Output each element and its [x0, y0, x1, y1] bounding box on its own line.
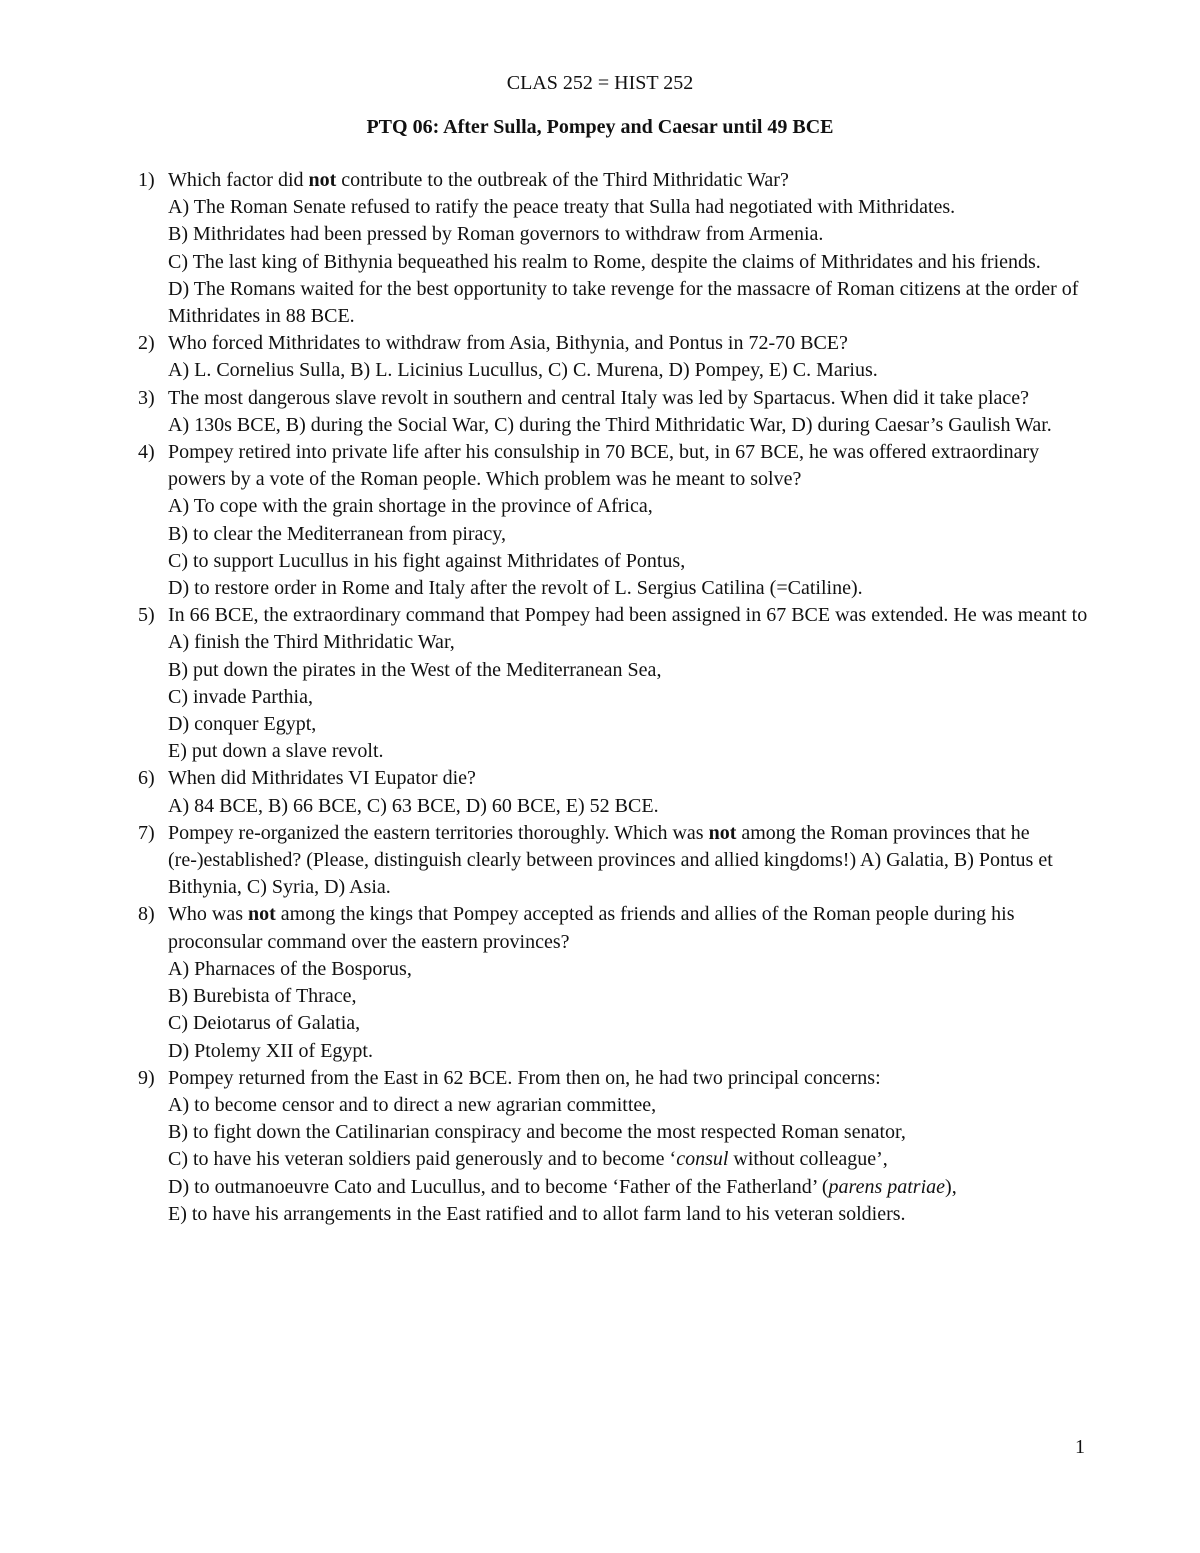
- italic-term: consul: [676, 1148, 729, 1171]
- question-list: [138, 167, 1098, 1228]
- answer-option: [168, 575, 1098, 602]
- emphasis-text: not: [247, 903, 276, 926]
- text-run: D) to restore order in Rome and Italy after the revolt of L. Sergius Catilina (=Catiline).: [168, 577, 863, 600]
- question-item: [138, 765, 1098, 819]
- text-run: B) to clear the Mediterranean from piracy,: [168, 522, 506, 545]
- question-text: [168, 330, 1098, 357]
- question-text: [168, 820, 1098, 902]
- answer-option: [168, 276, 1098, 330]
- question-text: [168, 385, 1098, 412]
- question-text: [168, 765, 1098, 792]
- course-heading: CLAS 252 = HIST 252: [506, 72, 694, 94]
- text-run: B) Burebista of Thrace,: [168, 985, 357, 1008]
- text-run: Who forced Mithridates to withdraw from Asia, Bithynia, and Pontus in 72-70 BCE?: [168, 332, 848, 355]
- answer-option: [168, 1146, 1098, 1173]
- text-run: B) to fight down the Catilinarian conspiracy and become the most respected Roman senator,: [168, 1121, 906, 1144]
- text-run: contribute to the outbreak of the Third Mithridatic War?: [336, 169, 789, 191]
- text-run: C) Deiotarus of Galatia,: [168, 1012, 361, 1035]
- text-run: D) to outmanoeuvre Cato and Lucullus, and to become ‘Father of the Fatherland’ (: [168, 1175, 829, 1198]
- text-run: Pompey returned from the East in 62 BCE. From then on, he had two principal concerns:: [168, 1066, 881, 1089]
- question-item: [138, 385, 1098, 439]
- question-number: 5): [138, 604, 155, 627]
- text-run: C) to have his veteran soldiers paid generously and to become ‘: [168, 1148, 677, 1171]
- text-run: B) put down the pirates in the West of the Mediterranean Sea,: [168, 658, 662, 681]
- text-run: Which factor did: [168, 169, 309, 191]
- text-run: A) finish the Third Mithridatic War,: [168, 631, 455, 654]
- question-number: 1): [138, 169, 155, 191]
- text-run: Who was: [168, 903, 248, 926]
- text-run: In 66 BCE, the extraordinary command that Pompey had been assigned in 67 BCE was extended. He was meant to: [168, 604, 1088, 627]
- text-run: D) The Romans waited for the best opportunity to take revenge for the massacre of Roman citizens at the order of Mithridates in 88 BCE.: [168, 277, 1079, 328]
- answer-option: [168, 738, 1098, 765]
- text-run: A) To cope with the grain shortage in the province of Africa,: [168, 495, 653, 518]
- answer-option: [168, 1174, 1098, 1201]
- text-run: A) to become censor and to direct a new agrarian committee,: [168, 1093, 657, 1116]
- text-run: B) Mithridates had been pressed by Roman governors to withdraw from Armenia.: [168, 223, 824, 246]
- text-run: Pompey retired into private life after his consulship in 70 BCE, but, in 67 BCE, he was offered extraordinary powers by a vote of the Roman people. Which problem was he meant to solve?: [168, 441, 1040, 491]
- answer-option: [168, 629, 1098, 656]
- answer-option: [168, 956, 1098, 983]
- quiz-title: PTQ 06: After Sulla, Pompey and Caesar until 49 BCE: [366, 116, 834, 138]
- answer-option: [168, 221, 1098, 248]
- question-number: 4): [138, 441, 155, 464]
- page-number: 1: [1075, 1436, 1085, 1458]
- text-run: A) The Roman Senate refused to ratify the peace treaty that Sulla had negotiated with Mithridates.: [168, 196, 956, 219]
- question-text: [168, 439, 1098, 493]
- text-run: without colleague’,: [728, 1148, 888, 1171]
- text-run: A) Pharnaces of the Bosporus,: [168, 957, 412, 980]
- italic-term: parens patriae: [828, 1175, 946, 1198]
- answer-option: [168, 1038, 1098, 1065]
- text-run: C) The last king of Bithynia bequeathed his realm to Rome, despite the claims of Mithridates and his friends.: [168, 250, 1041, 273]
- text-run: E) put down a slave revolt.: [168, 740, 384, 763]
- answer-option: [168, 194, 1098, 221]
- text-run: D) Ptolemy XII of Egypt.: [168, 1039, 373, 1062]
- text-run: ),: [945, 1175, 957, 1198]
- answer-option: [168, 249, 1098, 276]
- answer-option: [168, 1092, 1098, 1119]
- emphasis-text: not: [708, 821, 737, 844]
- answer-option: [168, 412, 1098, 439]
- question-item: [138, 602, 1098, 765]
- text-run: C) to support Lucullus in his fight against Mithridates of Pontus,: [168, 549, 686, 572]
- emphasis-text: not: [308, 169, 337, 191]
- question-item: [138, 901, 1098, 1064]
- answer-option: [168, 1201, 1098, 1228]
- question-number: 3): [138, 386, 155, 409]
- text-run: D) conquer Egypt,: [168, 713, 317, 736]
- question-number: 6): [138, 767, 155, 790]
- question-number: 7): [138, 821, 155, 844]
- text-run: C) invade Parthia,: [168, 685, 313, 708]
- text-run: among the Roman provinces that he (re-)established? (Please, distinguish clearly between provinces and allied kingdoms!) A) Galatia, B) Pontus et Bithynia, C) Syria, D) Asia.: [168, 821, 1053, 899]
- answer-option: [168, 548, 1098, 575]
- question-item: [138, 1065, 1098, 1228]
- answer-option: [168, 493, 1098, 520]
- answer-option: [168, 983, 1098, 1010]
- question-number: 9): [138, 1066, 155, 1089]
- question-item: [138, 167, 1098, 330]
- text-run: The most dangerous slave revolt in southern and central Italy was led by Spartacus. When did it take place?: [168, 386, 1030, 409]
- answer-option: [168, 1119, 1098, 1146]
- answer-option: [168, 357, 1098, 384]
- answer-option: [168, 711, 1098, 738]
- question-number: 8): [138, 903, 155, 926]
- question-text: [168, 602, 1098, 629]
- question-text: [168, 901, 1098, 955]
- answer-option: [168, 521, 1098, 548]
- text-run: A) 130s BCE, B) during the Social War, C) during the Third Mithridatic War, D) during Caesar’s Gaulish War.: [168, 413, 1052, 436]
- question-item: [138, 330, 1098, 384]
- text-run: When did Mithridates VI Eupator die?: [168, 767, 476, 790]
- text-run: A) 84 BCE, B) 66 BCE, C) 63 BCE, D) 60 BCE, E) 52 BCE.: [168, 794, 659, 817]
- question-number: 2): [138, 332, 155, 355]
- answer-option: [168, 1010, 1098, 1037]
- text-run: E) to have his arrangements in the East ratified and to allot farm land to his veteran soldiers.: [168, 1202, 906, 1225]
- text-run: Pompey re-organized the eastern territories thoroughly. Which was: [168, 821, 709, 844]
- text-run: A) L. Cornelius Sulla, B) L. Licinius Lucullus, C) C. Murena, D) Pompey, E) C. Marius.: [168, 359, 878, 382]
- question-item: [138, 439, 1098, 602]
- question-text: [168, 167, 1098, 194]
- answer-option: [168, 684, 1098, 711]
- answer-option: [168, 793, 1098, 820]
- text-run: among the kings that Pompey accepted as friends and allies of the Roman people during his proconsular command over the eastern provinces?: [168, 903, 1015, 953]
- answer-option: [168, 657, 1098, 684]
- question-item: [138, 820, 1098, 902]
- question-text: [168, 1065, 1098, 1092]
